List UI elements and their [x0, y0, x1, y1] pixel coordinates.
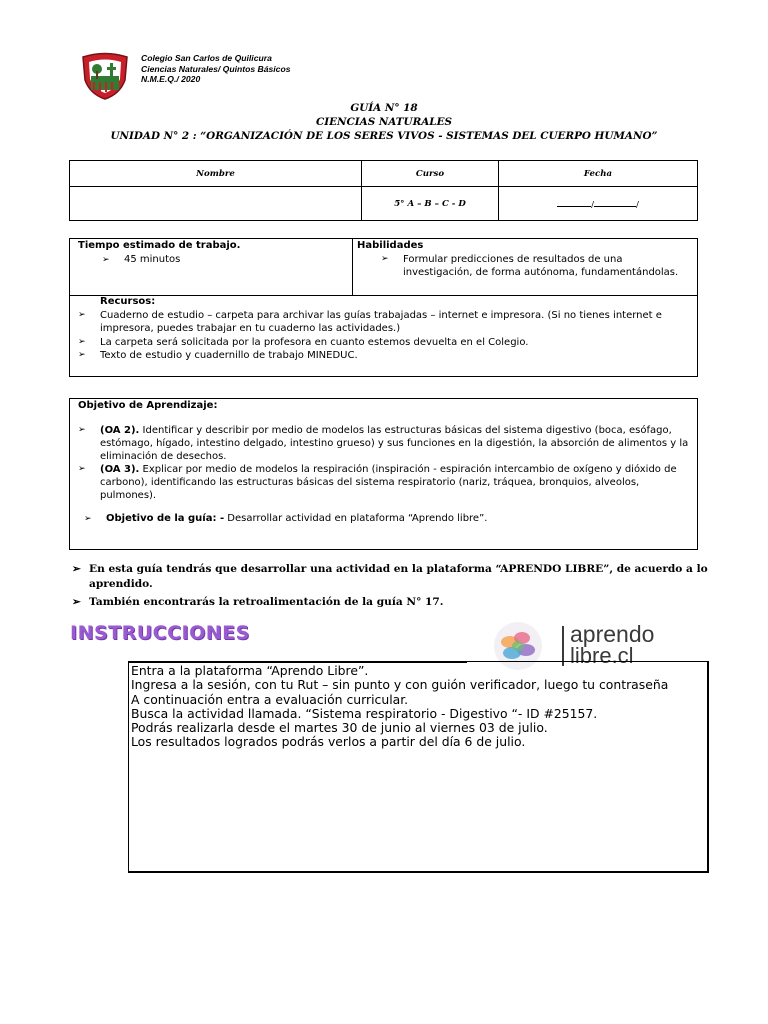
fecha-field[interactable]	[499, 187, 698, 221]
tiempo-label: Tiempo estimado de trabajo.	[78, 240, 241, 251]
arrow-bullet-icon: ➢	[78, 350, 86, 360]
list-item: ➢ También encontrarás la retroalimentación de la guía N° 17.	[72, 596, 444, 608]
school-line-name: Colegio San Carlos de Quilicura	[141, 53, 272, 63]
arrow-bullet-icon: ➢	[78, 464, 86, 474]
tiempo-value: 45 minutos	[124, 253, 181, 265]
fecha-separator: /	[591, 200, 594, 210]
school-line-code: N.M.E.Q./ 2020	[141, 74, 201, 84]
arrow-bullet-icon: ➢	[102, 254, 110, 265]
objectives-label: Objetivo de Aprendizaje:	[78, 400, 218, 411]
guide-notes	[72, 562, 762, 610]
list-item: ➢ En esta guía tendrás que desarrollar una actividad en la plataforma “APRENDO LIBRE”, de acuerdo a lo aprendido.	[72, 563, 708, 590]
school-shield-icon	[80, 52, 130, 100]
logo-word-libre: libre.cl	[570, 643, 634, 668]
habilidades-section	[357, 239, 691, 280]
logo-word-aprendo: aprendo	[570, 621, 655, 647]
list-item: ➢ La carpeta será solicitada por la profesora en cuanto estemos devuelta en el Colegio.	[78, 336, 529, 348]
unit-title: UNIDAD N° 2 : “ORGANIZACIÓN DE LOS SERES VIVOS - SISTEMAS DEL CUERPO HUMANO”	[110, 130, 658, 142]
fecha-end: /	[636, 200, 639, 210]
arrow-bullet-icon: ➢	[381, 253, 389, 264]
header-curso: Curso	[362, 161, 499, 187]
info-box	[69, 238, 698, 377]
instruction-line: Ingresa a la sesión, con tu Rut – sin punto y con guión verificador, luego tu contraseña	[131, 677, 669, 693]
student-info-table	[69, 160, 698, 221]
arrow-bullet-icon: ➢	[78, 336, 86, 347]
instructions-list	[131, 664, 668, 750]
habilidades-value: Formular predicciones de resultados de una investigación, de forma autónoma, fundamentándolas.	[403, 253, 679, 278]
curso-value: 5° A – B – C - D	[362, 187, 499, 221]
guide-number: GUÍA N° 18	[350, 102, 418, 114]
header-nombre: Nombre	[70, 161, 362, 187]
habilidades-label: Habilidades	[357, 240, 424, 251]
arrow-bullet-icon: ➢	[72, 596, 81, 608]
arrow-bullet-icon: ➢	[78, 309, 86, 320]
instruction-line: Los resultados logrados podrás verlos a partir del día 6 de julio.	[131, 734, 526, 750]
nombre-field[interactable]	[70, 187, 362, 221]
school-header	[141, 53, 291, 85]
instruction-line: Podrás realizarla desde el martes 30 de junio al viernes 03 de julio.	[131, 720, 548, 736]
objectives-box	[69, 398, 698, 550]
oa2-item: ➢ (OA 2). Identificar y describir por medio de modelos las estructuras básicas del sistema digestivo (boca, esófago, estómago, hígado, intestino delgado, intestino grueso) y sus funciones en la digestión, la absorción de alimentos y la eliminación de desechos.	[78, 425, 689, 462]
subject-title: CIENCIAS NATURALES	[315, 116, 453, 128]
document-title	[0, 101, 768, 143]
instruction-line: A continuación entra a evaluación curricular.	[131, 691, 409, 707]
guide-objective: ➢ Objetivo de la guía: - Desarrollar actividad en plataforma “Aprendo libre”.	[84, 513, 488, 524]
recursos-label: Recursos:	[100, 296, 156, 307]
header-fecha: Fecha	[499, 161, 698, 187]
arrow-bullet-icon: ➢	[78, 425, 86, 435]
instruction-line: Busca la actividad llamada. “Sistema respiratorio - Digestivo “- ID #25157.	[131, 705, 598, 721]
instruction-line: Entra a la plataforma “Aprendo Libre”.	[131, 663, 369, 678]
oa3-item: ➢ (OA 3). Explicar por medio de modelos la respiración (inspiración - espiración intercambio de oxígeno y dióxido de carbono), identificando las estructuras básicas del sistema respiratorio (nariz, tráquea, bronquios, alveolos, pulmones).	[78, 464, 677, 501]
list-item: ➢ Cuaderno de estudio – carpeta para archivar las guías trabajadas – internet e impresora. (Si no tienes internet e impresora, puedes trabajar en tu cuaderno las actividades.)	[78, 309, 662, 334]
recursos-section	[78, 295, 692, 363]
tiempo-section	[78, 239, 348, 267]
instructions-box	[128, 661, 709, 873]
list-item: ➢ Texto de estudio y cuadernillo de trabajo MINEDUC.	[78, 350, 358, 361]
school-line-subject: Ciencias Naturales/ Quintos Básicos	[141, 63, 291, 74]
arrow-bullet-icon: ➢	[84, 514, 92, 524]
instructions-title: INSTRUCCIONES	[70, 622, 250, 644]
arrow-bullet-icon: ➢	[72, 563, 81, 575]
